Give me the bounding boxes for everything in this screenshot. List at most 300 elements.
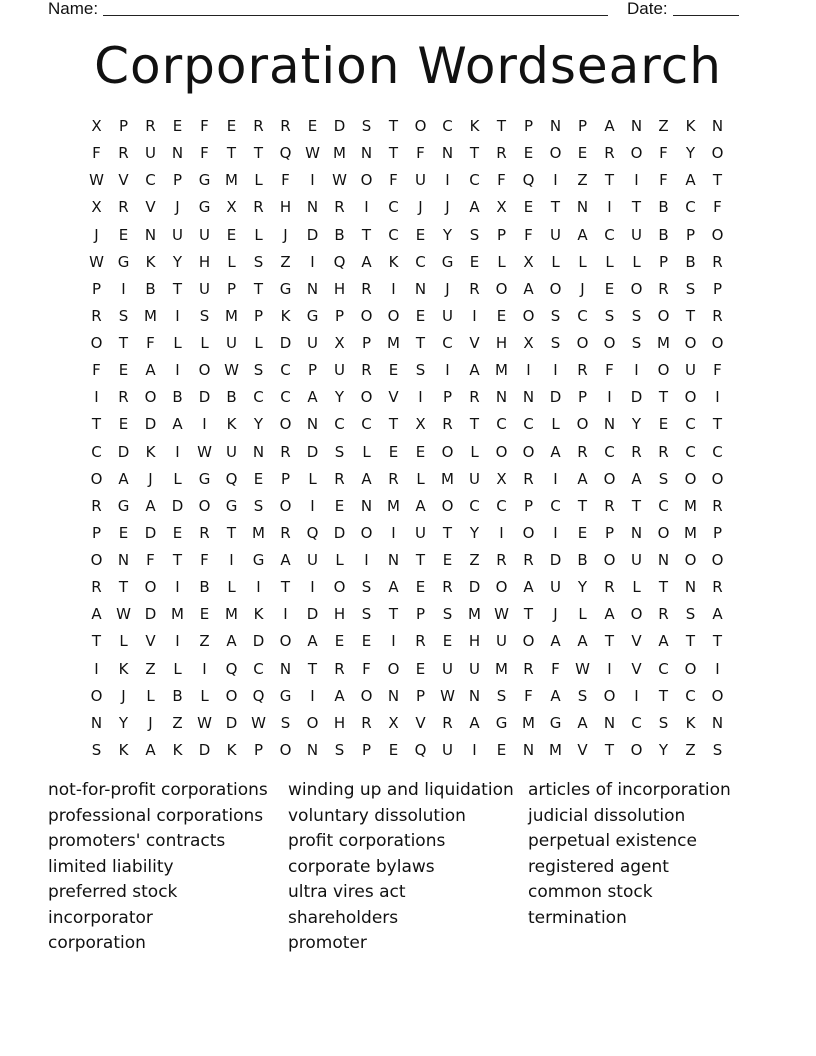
grid-letter: L: [497, 252, 506, 271]
grid-letter: S: [199, 306, 210, 325]
grid-letter: X: [496, 198, 507, 217]
grid-letter: O: [279, 496, 292, 515]
grid-letter: S: [91, 740, 102, 759]
grid-letter: W: [197, 442, 212, 461]
word-list-item: promoters' contracts: [48, 831, 226, 851]
word-list-column-1: [48, 778, 288, 957]
grid-letter: N: [630, 523, 643, 542]
grid-letter: C: [469, 496, 480, 515]
grid-letter: N: [441, 144, 454, 163]
grid-letter: N: [252, 442, 265, 461]
grid-letter: E: [118, 361, 129, 380]
grid-letter: P: [496, 225, 507, 244]
grid-letter: O: [279, 415, 292, 434]
name-label: Name:: [48, 0, 99, 18]
grid-letter: P: [226, 279, 237, 298]
grid-letter: L: [605, 252, 614, 271]
grid-letter: J: [445, 279, 450, 298]
grid-letter: Y: [469, 523, 480, 542]
grid-letter: Q: [225, 469, 238, 488]
word-list-item: termination: [528, 907, 627, 928]
grid-letter: C: [145, 171, 156, 190]
grid-letter: P: [91, 523, 102, 542]
grid-letter: T: [550, 198, 561, 217]
grid-letter: Z: [658, 117, 669, 135]
grid-letter: C: [658, 659, 669, 678]
grid-letter: O: [360, 171, 373, 190]
grid-letter: A: [145, 496, 156, 515]
grid-letter: S: [712, 740, 723, 759]
grid-letter: L: [416, 469, 425, 488]
grid-letter: A: [604, 117, 615, 135]
grid-letter: I: [715, 388, 720, 407]
grid-letter: P: [253, 740, 264, 759]
grid-letter: S: [577, 686, 588, 705]
grid-letter: I: [553, 361, 558, 380]
grid-letter: A: [172, 415, 183, 434]
grid-letter: C: [415, 252, 426, 271]
grid-letter: C: [496, 496, 507, 515]
grid-letter: I: [715, 659, 720, 678]
grid-letter: T: [172, 551, 183, 569]
grid-letter: T: [712, 171, 723, 190]
grid-letter: B: [658, 225, 669, 244]
grid-letter: G: [279, 279, 292, 298]
grid-letter: U: [469, 469, 480, 488]
grid-letter: T: [91, 415, 102, 434]
grid-letter: I: [202, 659, 207, 678]
grid-letter: Q: [522, 171, 535, 190]
grid-letter: L: [362, 442, 371, 461]
grid-letter: C: [388, 225, 399, 244]
grid-letter: U: [631, 551, 642, 569]
grid-letter: U: [145, 144, 156, 163]
grid-letter: O: [90, 551, 103, 569]
grid-letter: T: [307, 659, 318, 678]
grid-letter: F: [524, 686, 533, 705]
grid-letter: O: [711, 144, 724, 163]
date-blank[interactable]: [673, 15, 739, 16]
grid-letter: X: [91, 198, 102, 217]
grid-letter: C: [253, 659, 264, 678]
grid-letter: R: [118, 198, 129, 217]
grid-letter: D: [198, 388, 211, 407]
grid-letter: E: [226, 117, 237, 135]
grid-letter: T: [658, 686, 669, 705]
grid-letter: C: [712, 442, 723, 461]
word-list-item: common stock: [528, 882, 653, 902]
grid-letter: P: [118, 117, 129, 135]
name-blank[interactable]: [103, 15, 608, 16]
grid-letter: R: [361, 361, 372, 380]
grid-letter: T: [226, 144, 237, 163]
grid-letter: E: [118, 415, 129, 434]
grid-letter: Z: [145, 659, 156, 678]
grid-letter: R: [523, 659, 534, 678]
grid-letter: M: [495, 361, 508, 380]
grid-letter: T: [361, 225, 372, 244]
grid-letter: I: [634, 361, 639, 380]
grid-letter: K: [469, 117, 480, 135]
word-list-item: promoter: [288, 933, 367, 953]
grid-letter: P: [253, 306, 264, 325]
grid-letter: V: [145, 198, 156, 217]
grid-letter: O: [522, 306, 535, 325]
grid-letter: D: [279, 334, 292, 352]
grid-letter: N: [387, 686, 400, 705]
grid-letter: I: [175, 442, 180, 461]
grid-letter: J: [283, 225, 288, 244]
grid-letter: E: [442, 551, 453, 569]
grid-letter: A: [685, 171, 696, 190]
grid-letter: H: [495, 334, 508, 352]
grid-letter: L: [254, 225, 263, 244]
grid-letter: N: [657, 551, 670, 569]
grid-letter: C: [442, 334, 453, 352]
grid-letter: R: [496, 144, 507, 163]
grid-letter: C: [523, 415, 534, 434]
grid-letter: X: [496, 469, 507, 488]
grid-letter: I: [634, 171, 639, 190]
grid-letter: P: [577, 388, 588, 407]
grid-letter: O: [684, 334, 697, 352]
grid-letter: M: [225, 605, 238, 624]
grid-letter: U: [550, 225, 561, 244]
grid-letter: X: [388, 713, 399, 732]
grid-letter: Q: [225, 659, 238, 678]
grid-letter: S: [361, 605, 372, 624]
grid-letter: P: [523, 117, 534, 135]
grid-letter: X: [226, 198, 237, 217]
grid-letter: S: [118, 306, 129, 325]
grid-letter: P: [334, 306, 345, 325]
letter-grid: [83, 113, 731, 764]
grid-letter: R: [523, 469, 534, 488]
grid-letter: R: [253, 117, 264, 135]
grid-letter: N: [306, 740, 319, 759]
word-list-column-3: [528, 778, 768, 931]
grid-letter: H: [468, 632, 481, 651]
grid-letter: Y: [172, 252, 183, 271]
grid-letter: O: [360, 306, 373, 325]
grid-letter: R: [91, 578, 102, 597]
grid-letter: F: [605, 361, 614, 380]
grid-letter: E: [118, 225, 129, 244]
grid-letter: U: [550, 578, 561, 597]
grid-letter: U: [307, 334, 318, 352]
grid-letter: L: [146, 686, 155, 705]
grid-letter: C: [550, 496, 561, 515]
grid-letter: F: [200, 551, 209, 569]
grid-letter: I: [310, 252, 315, 271]
grid-letter: O: [360, 523, 373, 542]
grid-letter: D: [252, 632, 265, 651]
word-list-column-2: [288, 778, 528, 957]
grid-letter: O: [603, 551, 616, 569]
grid-letter: E: [118, 523, 129, 542]
grid-letter: D: [117, 442, 130, 461]
grid-letter: D: [144, 523, 157, 542]
grid-letter: N: [684, 578, 697, 597]
grid-letter: O: [657, 306, 670, 325]
grid-letter: R: [280, 523, 291, 542]
grid-letter: S: [550, 306, 561, 325]
grid-letter: K: [145, 252, 156, 271]
grid-letter: O: [522, 442, 535, 461]
word-list-item: perpetual existence: [528, 831, 697, 851]
grid-letter: Y: [658, 740, 669, 759]
grid-letter: O: [522, 523, 535, 542]
grid-letter: R: [388, 469, 399, 488]
grid-letter: P: [280, 469, 291, 488]
grid-letter: M: [387, 334, 400, 352]
grid-letter: R: [415, 632, 426, 651]
grid-letter: M: [225, 306, 238, 325]
grid-letter: I: [418, 388, 423, 407]
grid-letter: I: [634, 686, 639, 705]
grid-letter: F: [146, 551, 155, 569]
grid-letter: G: [117, 252, 130, 271]
grid-letter: G: [549, 713, 562, 732]
grid-letter: M: [171, 605, 184, 624]
grid-letter: O: [657, 523, 670, 542]
word-list-item: articles of incorporation: [528, 780, 731, 800]
grid-letter: V: [415, 713, 426, 732]
grid-letter: C: [334, 415, 345, 434]
grid-letter: E: [577, 523, 588, 542]
grid-letter: P: [712, 279, 723, 298]
grid-letter: E: [307, 117, 318, 135]
grid-letter: Q: [279, 144, 292, 163]
grid-letter: B: [172, 388, 183, 407]
grid-letter: F: [713, 361, 722, 380]
grid-letter: L: [173, 469, 182, 488]
grid-letter: C: [685, 442, 696, 461]
grid-letter: O: [711, 686, 724, 705]
grid-letter: S: [361, 117, 372, 135]
grid-letter: C: [685, 198, 696, 217]
grid-letter: P: [604, 523, 615, 542]
grid-letter: T: [118, 334, 129, 352]
grid-letter: J: [94, 225, 99, 244]
grid-letter: D: [198, 740, 211, 759]
grid-letter: P: [361, 740, 372, 759]
grid-letter: F: [92, 361, 101, 380]
grid-letter: A: [469, 713, 480, 732]
grid-letter: T: [388, 117, 399, 135]
grid-letter: O: [630, 740, 643, 759]
grid-letter: F: [92, 144, 101, 163]
grid-letter: N: [522, 740, 535, 759]
word-list-item: limited liability: [48, 856, 174, 877]
grid-letter: I: [202, 415, 207, 434]
grid-letter: R: [658, 279, 669, 298]
grid-letter: N: [90, 713, 103, 732]
grid-letter: A: [280, 551, 291, 569]
grid-letter: F: [659, 144, 668, 163]
grid-letter: V: [631, 659, 642, 678]
grid-letter: N: [549, 117, 562, 135]
grid-letter: O: [684, 469, 697, 488]
grid-letter: Y: [253, 415, 264, 434]
grid-letter: U: [631, 225, 642, 244]
grid-letter: N: [117, 551, 130, 569]
grid-letter: O: [630, 605, 643, 624]
grid-letter: A: [145, 740, 156, 759]
grid-letter: O: [684, 388, 697, 407]
grid-letter: M: [549, 740, 562, 759]
grid-letter: I: [94, 388, 99, 407]
grid-letter: U: [685, 361, 696, 380]
grid-letter: A: [334, 686, 345, 705]
grid-letter: T: [685, 632, 696, 651]
grid-letter: N: [360, 496, 373, 515]
grid-letter: A: [523, 578, 534, 597]
grid-letter: I: [391, 523, 396, 542]
grid-letter: W: [116, 605, 131, 624]
grid-letter: Q: [306, 523, 319, 542]
word-list-item: judicial dissolution: [528, 805, 686, 826]
grid-letter: N: [603, 713, 616, 732]
grid-letter: X: [523, 334, 534, 352]
grid-letter: G: [198, 469, 211, 488]
grid-letter: M: [522, 713, 535, 732]
grid-letter: R: [280, 442, 291, 461]
grid-letter: T: [91, 632, 102, 651]
grid-letter: K: [226, 415, 237, 434]
grid-letter: M: [441, 469, 454, 488]
grid-letter: L: [470, 442, 479, 461]
grid-letter: V: [577, 740, 588, 759]
grid-letter: N: [630, 117, 643, 135]
grid-letter: F: [713, 198, 722, 217]
grid-letter: I: [364, 551, 369, 569]
grid-letter: L: [254, 334, 263, 352]
grid-letter: A: [577, 713, 588, 732]
grid-letter: E: [415, 659, 426, 678]
grid-letter: X: [523, 252, 534, 271]
grid-letter: N: [279, 659, 292, 678]
grid-letter: T: [388, 144, 399, 163]
grid-letter: O: [495, 578, 508, 597]
grid-letter: L: [335, 551, 344, 569]
grid-letter: T: [415, 551, 426, 569]
grid-letter: C: [253, 388, 264, 407]
grid-letter: R: [361, 279, 372, 298]
grid-letter: W: [575, 659, 590, 678]
grid-letter: R: [334, 198, 345, 217]
grid-letter: D: [144, 415, 157, 434]
grid-letter: C: [577, 306, 588, 325]
grid-letter: P: [307, 361, 318, 380]
grid-letter: R: [442, 415, 453, 434]
grid-letter: P: [91, 279, 102, 298]
grid-letter: T: [658, 388, 669, 407]
grid-letter: S: [253, 361, 264, 380]
grid-letter: H: [333, 713, 346, 732]
grid-letter: R: [604, 496, 615, 515]
grid-letter: A: [550, 686, 561, 705]
grid-letter: U: [415, 171, 426, 190]
grid-letter: N: [603, 415, 616, 434]
grid-letter: J: [553, 605, 558, 624]
grid-letter: M: [657, 334, 670, 352]
grid-letter: G: [117, 496, 130, 515]
grid-letter: B: [199, 578, 210, 597]
grid-letter: C: [91, 442, 102, 461]
grid-letter: S: [496, 686, 507, 705]
grid-letter: E: [523, 198, 534, 217]
grid-letter: O: [711, 469, 724, 488]
grid-letter: Y: [334, 388, 345, 407]
grid-letter: O: [549, 144, 562, 163]
grid-letter: U: [442, 740, 453, 759]
grid-letter: I: [472, 306, 477, 325]
grid-letter: K: [388, 252, 399, 271]
grid-letter: B: [577, 551, 588, 569]
grid-letter: H: [198, 252, 211, 271]
grid-letter: E: [604, 279, 615, 298]
grid-letter: C: [685, 415, 696, 434]
grid-letter: T: [496, 117, 507, 135]
grid-letter: B: [172, 686, 183, 705]
grid-letter: S: [658, 469, 669, 488]
grid-letter: I: [175, 632, 180, 651]
grid-letter: D: [225, 713, 238, 732]
grid-letter: G: [198, 198, 211, 217]
grid-letter: W: [332, 171, 347, 190]
grid-letter: O: [279, 632, 292, 651]
grid-letter: R: [118, 388, 129, 407]
grid-letter: E: [226, 225, 237, 244]
grid-letter: O: [225, 686, 238, 705]
grid-letter: Y: [118, 713, 129, 732]
grid-letter: U: [199, 279, 210, 298]
grid-letter: G: [225, 496, 238, 515]
grid-letter: O: [360, 388, 373, 407]
grid-letter: R: [334, 469, 345, 488]
grid-letter: C: [685, 686, 696, 705]
grid-letter: W: [89, 171, 104, 190]
grid-letter: R: [469, 388, 480, 407]
grid-letter: F: [524, 225, 533, 244]
grid-letter: J: [148, 469, 153, 488]
grid-letter: U: [415, 523, 426, 542]
grid-letter: R: [604, 144, 615, 163]
grid-letter: S: [442, 605, 453, 624]
grid-letter: R: [712, 306, 723, 325]
grid-letter: R: [604, 578, 615, 597]
grid-letter: K: [118, 659, 129, 678]
page-title: Corporation Wordsearch: [94, 37, 722, 95]
grid-letter: U: [334, 361, 345, 380]
grid-letter: L: [200, 334, 209, 352]
grid-letter: M: [468, 605, 481, 624]
grid-letter: J: [580, 279, 585, 298]
grid-letter: F: [389, 171, 398, 190]
grid-letter: O: [603, 334, 616, 352]
grid-letter: K: [685, 117, 696, 135]
grid-letter: M: [684, 496, 697, 515]
grid-letter: Z: [685, 740, 696, 759]
grid-letter: O: [549, 279, 562, 298]
grid-letter: W: [89, 252, 104, 271]
grid-letter: L: [308, 469, 317, 488]
grid-letter: O: [630, 279, 643, 298]
grid-letter: F: [551, 659, 560, 678]
grid-letter: T: [469, 415, 480, 434]
grid-letter: T: [631, 198, 642, 217]
